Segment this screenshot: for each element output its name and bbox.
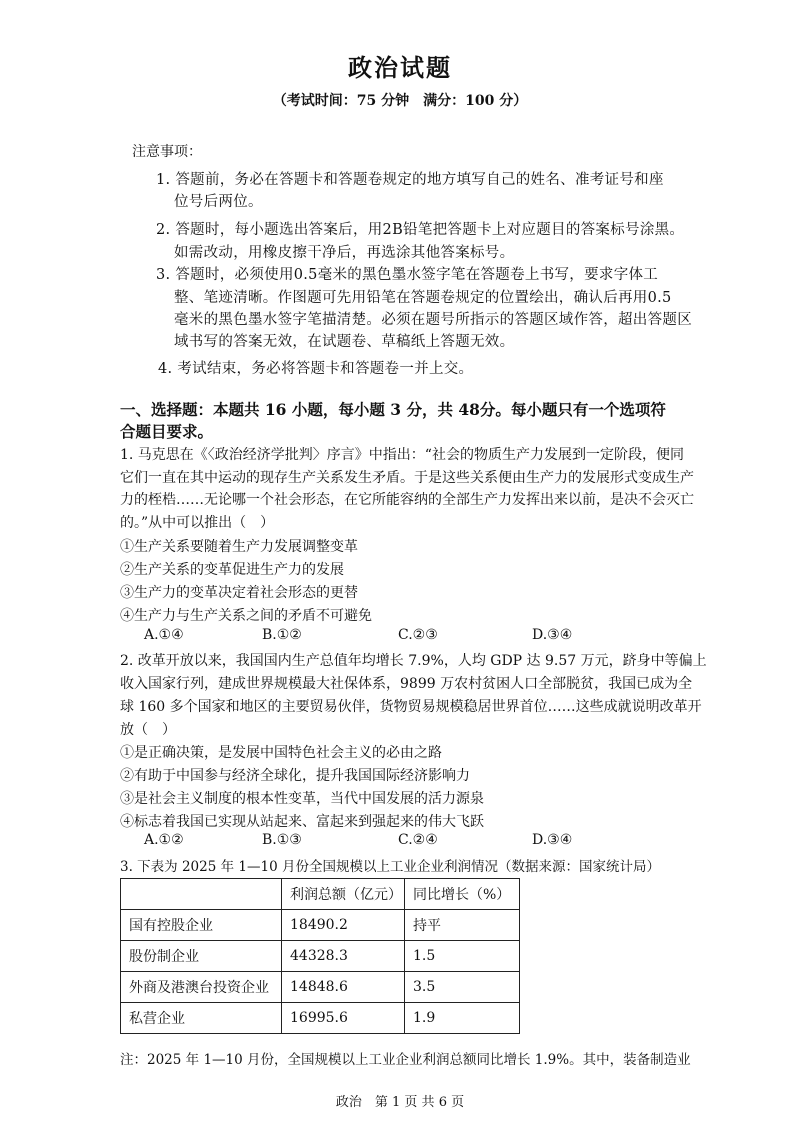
option-statement: ②有助于中国参与经济全球化，提升我国国际经济影响力 bbox=[120, 768, 470, 784]
table-cell: 1.5 bbox=[405, 941, 520, 972]
question-text: 2. 改革开放以来，我国国内生产总值年均增长 7.9%，人均 GDP 达 9.57 万元，跻身中等偏上 bbox=[120, 653, 707, 669]
table-cell: 18490.2 bbox=[282, 910, 405, 941]
notice-line: 域书写的答案无效，在试题卷、草稿纸上答题无效。 bbox=[174, 334, 515, 350]
option-statement: ④生产力与生产关系之间的矛盾不可避免 bbox=[120, 608, 372, 624]
table-cell: 国有控股企业 bbox=[121, 910, 282, 941]
table-header-row bbox=[121, 879, 520, 910]
answer-choice-b: B.①③ bbox=[262, 832, 302, 848]
answer-choice-c: C.②④ bbox=[398, 832, 438, 848]
table-row bbox=[121, 972, 520, 1003]
table-header-cell bbox=[121, 879, 282, 910]
question-text: 放（ ） bbox=[120, 722, 176, 738]
notice-line: 毫米的黑色墨水签字笔描清楚。必须在题号所指示的答题区域作答，超出答题区 bbox=[174, 312, 692, 328]
page-footer: 政治 第 1 页 共 6 页 bbox=[335, 1095, 465, 1110]
question-text: 收入国家行列，建成世界规模最大社保体系，9899 万农村贫困人口全部脱贫，我国已成为全 bbox=[120, 676, 693, 692]
section-heading: 一、选择题：本题共 16 小题，每小题 3 分，共 48分。每小题只有一个选项符 bbox=[120, 400, 666, 419]
question-text: 它们一直在其中运动的现存生产关系发生矛盾。于是这些关系便由生产力的发展形式变成生产 bbox=[120, 470, 694, 486]
table-header-cell: 利润总额（亿元） bbox=[282, 879, 405, 910]
table-cell: 股份制企业 bbox=[121, 941, 282, 972]
option-statement: ①是正确决策，是发展中国特色社会主义的必由之路 bbox=[120, 745, 442, 761]
notice-heading: 注意事项： bbox=[132, 144, 202, 160]
option-statement: ③生产力的变革决定着社会形态的更替 bbox=[120, 585, 358, 601]
table-cell: 1.9 bbox=[405, 1003, 520, 1034]
notice-line: 位号后两位。 bbox=[174, 194, 263, 210]
option-statement: ②生产关系的变革促进生产力的发展 bbox=[120, 562, 344, 578]
question-text: 球 160 多个国家和地区的主要贸易伙伴，货物贸易规模稳居世界首位……这些成就说明改革开 bbox=[120, 699, 702, 715]
table-row bbox=[121, 1003, 520, 1034]
question-text: 的。”从中可以推出（ ） bbox=[120, 515, 275, 531]
table-cell: 外商及港澳台投资企业 bbox=[121, 972, 282, 1003]
table-row bbox=[121, 941, 520, 972]
table-row bbox=[121, 910, 520, 941]
table-header-cell: 同比增长（%） bbox=[405, 879, 520, 910]
answer-choice-b: B.①② bbox=[262, 627, 302, 643]
page-title: 政治试题 bbox=[348, 53, 452, 82]
notice-line: 如需改动，用橡皮擦干净后，再选涂其他答案标号。 bbox=[174, 245, 515, 261]
notice-line: 1. 答题前，务必在答题卡和答题卷规定的地方填写自己的姓名、准考证号和座 bbox=[156, 172, 664, 188]
table-cell: 私营企业 bbox=[121, 1003, 282, 1034]
table-note: 注：2025 年 1—10 月份，全国规模以上工业企业利润总额同比增长 1.9%。其中，装备制造业 bbox=[120, 1052, 691, 1068]
question-text: 3. 下表为 2025 年 1—10 月份全国规模以上工业企业利润情况（数据来源：国家统计局） bbox=[120, 859, 660, 875]
answer-choice-d: D.③④ bbox=[532, 627, 573, 643]
answer-choice-d: D.③④ bbox=[532, 832, 573, 848]
table-cell: 14848.6 bbox=[282, 972, 405, 1003]
notice-line: 整、笔迹清晰。作图题可先用铅笔在答题卷规定的位置绘出，确认后再用0.5 bbox=[174, 290, 672, 306]
notice-line: 4. 考试结束，务必将答题卡和答题卷一并上交。 bbox=[158, 361, 474, 377]
answer-choice-a: A.①② bbox=[144, 832, 184, 848]
table-cell: 3.5 bbox=[405, 972, 520, 1003]
option-statement: ③是社会主义制度的根本性变革，当代中国发展的活力源泉 bbox=[120, 791, 484, 807]
table-cell: 16995.6 bbox=[282, 1003, 405, 1034]
answer-choice-a: A.①④ bbox=[144, 627, 184, 643]
question-text: 力的桎梏……无论哪一个社会形态，在它所能容纳的全部生产力发挥出来以前，是决不会灭亡 bbox=[120, 492, 694, 508]
notice-line: 3. 答题时，必须使用0.5毫米的黑色墨水签字笔在答题卷上书写，要求字体工 bbox=[156, 267, 659, 283]
table-cell: 44328.3 bbox=[282, 941, 405, 972]
question-text: 1. 马克思在《〈政治经济学批判〉序言》中指出：“社会的物质生产力发展到一定阶段，便同 bbox=[120, 447, 684, 463]
table-cell: 持平 bbox=[405, 910, 520, 941]
notice-line: 2. 答题时，每小题选出答案后，用2B铅笔把答题卡上对应题目的答案标号涂黑。 bbox=[156, 222, 685, 238]
profit-table bbox=[120, 878, 520, 1034]
exam-time-info: （考试时间：75 分钟 满分：100 分） bbox=[272, 93, 528, 109]
option-statement: ④标志着我国已实现从站起来、富起来到强起来的伟大飞跃 bbox=[120, 814, 484, 830]
option-statement: ①生产关系要随着生产力发展调整变革 bbox=[120, 539, 358, 555]
answer-choice-c: C.②③ bbox=[398, 627, 438, 643]
section-heading: 合题目要求。 bbox=[120, 422, 214, 441]
